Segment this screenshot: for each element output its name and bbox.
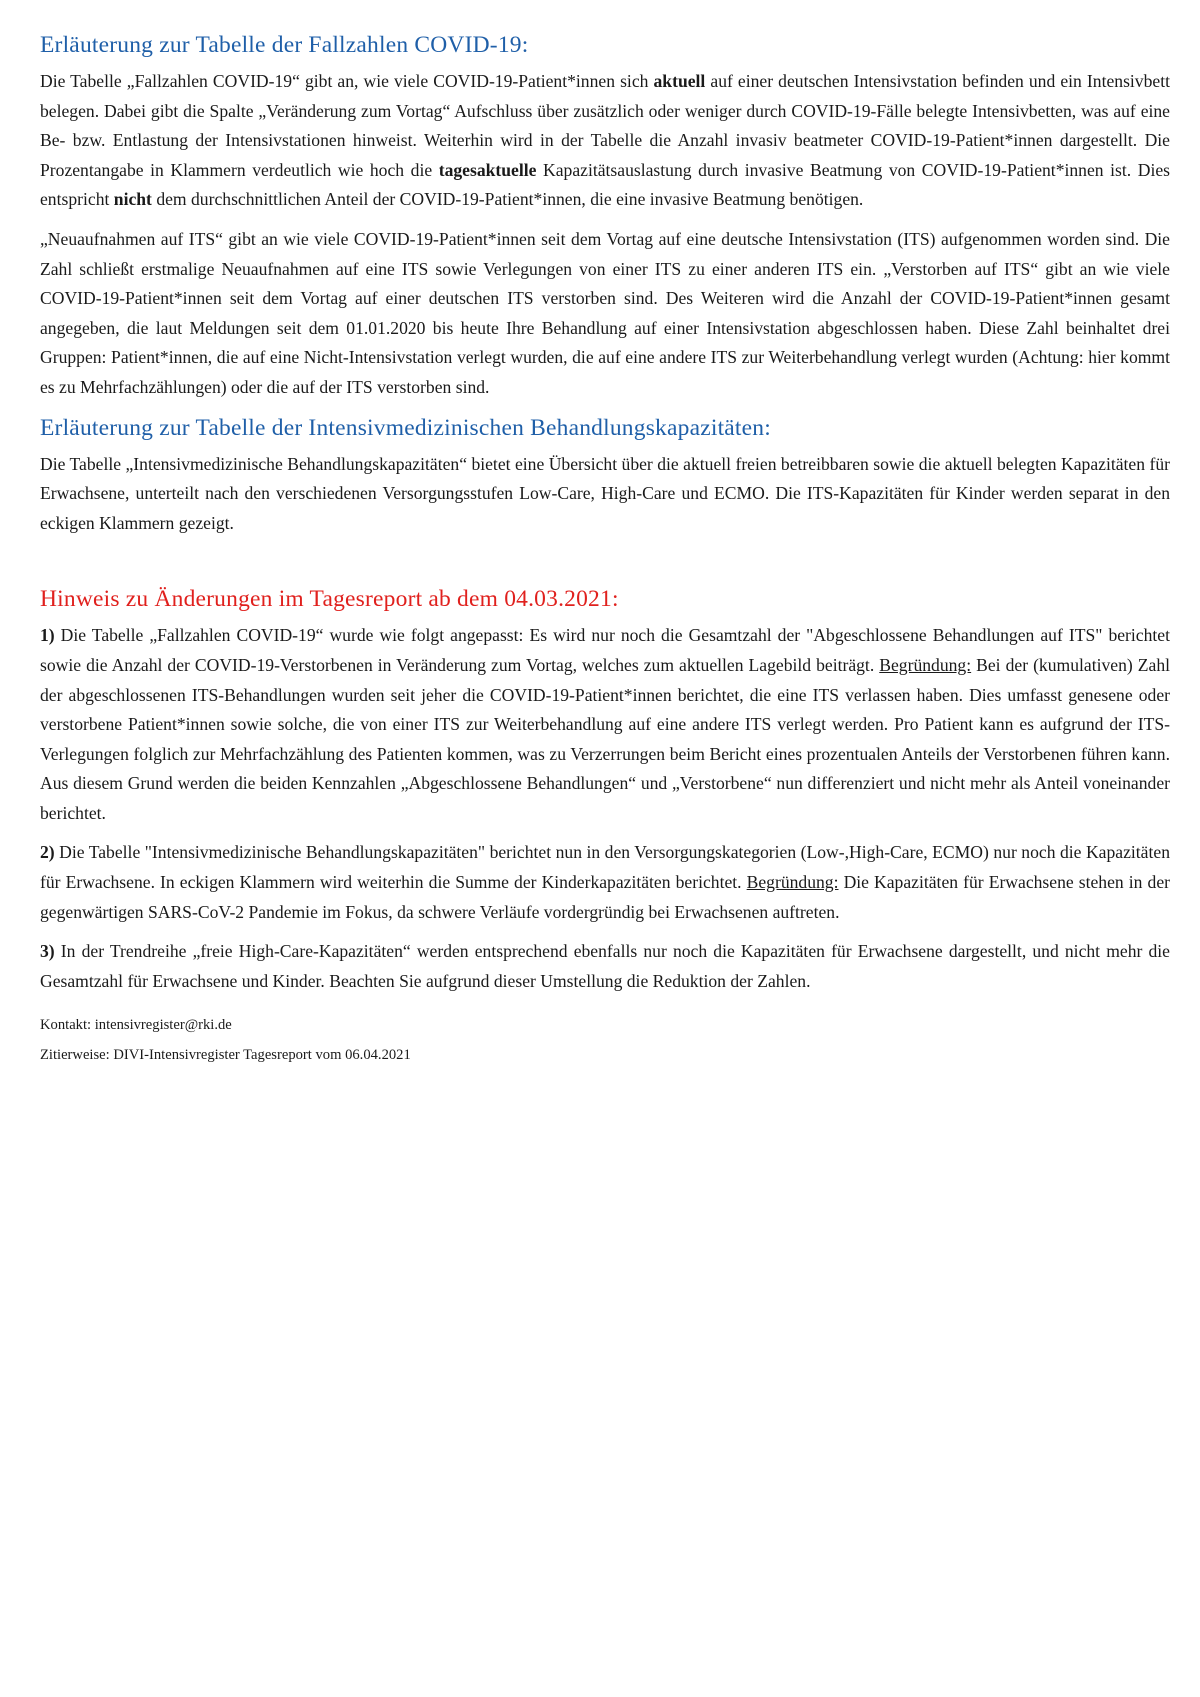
section-hinweis-aenderungen [40, 584, 1170, 996]
text-run: auf einer deutschen Intensivstation befinden und ein Intensivbett belegen. Dabei gibt die Spalte „Veränderung zum Vortag“ Aufschluss über zusätzlich oder weniger durch COVID-19-Fälle belegte Intensivbetten, was auf eine Be- bzw. Entlastung der Intensivstationen hinweist. Weiterhin wird in der Tabelle die Anzahl invasiv beatmeter COVID-19-Patient*innen dargestellt. Die Prozentangabe in Klammern verdeutlich wie hoch die [40, 71, 1170, 180]
text-run: Die Tabelle „Fallzahlen COVID-19“ gibt an, wie viele COVID-19-Patient*innen sich [40, 71, 654, 91]
reason-label: Begründung: [879, 654, 972, 675]
list-item-change-3 [40, 937, 1170, 996]
text-run: Die Tabelle "Intensivmedizinische Behandlungskapazitäten" berichtet nun in den Versorgungskategorien (Low-,High-Care, ECMO) nur noch die Kapazitäten für Erwachsene. In eckigen Klammern wird weiterhin die Summe der Kinderkapazitäten berichtet. [40, 842, 1170, 893]
item-number: 1) [40, 625, 55, 646]
reason-label: Begründung: [746, 872, 839, 893]
paragraph-fallzahlen-intro [40, 67, 1170, 215]
section-heading-fallzahlen: Erläuterung zur Tabelle der Fallzahlen COVID-19: [40, 32, 529, 58]
text-run: Die Kapazitäten für Erwachsene stehen in der gegenwärtigen SARS-CoV-2 Pandemie im Fokus, da schwere Verläufe vordergründig bei Erwachsenen auftreten. [40, 872, 1170, 922]
paragraph-neuaufnahmen: „Neuaufnahmen auf ITS“ gibt an wie viele COVID-19-Patient*innen seit dem Vortag auf eine deutsche Intensivstation (ITS) aufgenommen worden sind. Die Zahl schließt erstmalige Neuaufnahmen auf eine ITS sowie Verlegungen von einer ITS zu einer anderen ITS ein. „Verstorben auf ITS“ gibt an wie viele COVID-19-Patient*innen seit dem Vortag auf einer deutschen ITS verstorben sind. Des Weiteren wird die Anzahl der COVID-19-Patient*innen gesamt angegeben, die laut Meldungen seit dem 01.01.2020 bis heute Ihre Behandlung auf einer Intensivstation abgeschlossen haben. Diese Zahl beinhaltet drei Gruppen: Patient*innen, die auf eine Nicht-Intensivstation verlegt wurden, die auf eine andere ITS zur Weiterbehandlung verlegt wurden (Achtung: hier kommt es zu Mehrfachzählungen) oder die auf der ITS verstorben sind. [40, 228, 1170, 397]
bold-text-aktuell: aktuell [653, 71, 706, 91]
item-number: 3) [40, 941, 55, 962]
document-page [40, 30, 1170, 1070]
bold-text-tagesaktuelle: tagesaktuelle [438, 159, 537, 180]
item-number: 2) [40, 842, 55, 863]
paragraph-kapazitaeten: Die Tabelle „Intensivmedizinische Behandlungskapazitäten“ bietet eine Übersicht über die aktuell freien betreibbaren sowie die aktuell belegten Kapazitäten für Erwachsene, unterteilt nach den verschiedenen Versorgungsstufen Low-Care, High-Care und ECMO. Die ITS-Kapazitäten für Kinder werden separat in den eckigen Klammern gezeigt. [40, 453, 1170, 533]
section-behandlungskapazitaeten [40, 413, 1170, 539]
text-run: In der Trendreihe „freie High-Care-Kapazitäten“ werden entsprechend ebenfalls nur noch die Kapazitäten für Erwachsene dargestellt, und nicht mehr die Gesamtzahl für Erwachsene und Kinder. Beachten Sie aufgrund dieser Umstellung die Reduktion der Zahlen. [40, 941, 1170, 991]
list-item-change-2 [40, 838, 1170, 927]
list-item-change-1 [40, 621, 1170, 828]
text-run: Kapazitätsauslastung durch invasive Beatmung von COVID-19-Patient*innen ist. Dies entspricht [40, 159, 1170, 210]
section-fallzahlen [40, 30, 1170, 403]
citation-line: Zitierweise: DIVI-Intensivregister Tagesreport vom 06.04.2021 [40, 1047, 411, 1064]
contact-line: Kontakt: intensivregister@rki.de [40, 1017, 232, 1034]
section-heading-hinweis: Hinweis zu Änderungen im Tagesreport ab dem 04.03.2021: [40, 586, 619, 613]
bold-text-nicht: nicht [113, 189, 152, 210]
text-run: dem durchschnittlichen Anteil der COVID-19-Patient*innen, die eine invasive Beatmung benötigen. [151, 189, 864, 210]
text-run: Die Tabelle „Fallzahlen COVID-19“ wurde wie folgt angepasst: Es wird nur noch die Gesamtzahl der "Abgeschlossene Behandlungen auf ITS" berichtet sowie die Anzahl der COVID-19-Verstorbenen in Veränderung zum Vortag, welches zum aktuellen Lagebild beiträgt. [40, 625, 1170, 675]
text-run: Bei der (kumulativen) Zahl der abgeschlossenen ITS-Behandlungen wurden seit jeher die COVID-19-Patient*innen berichtet, die eine ITS verlassen haben. Dies umfasst genesene oder verstorbene Patient*innen sowie solche, die von einer ITS zur Weiterbehandlung auf eine andere ITS verlegt werden. Pro Patient kann es aufgrund der ITS-Verlegungen folglich zur Mehrfachzählung des Patienten kommen, was zu Verzerrungen beim Bericht eines prozentualen Anteils der Verstorbenen führen kann. Aus diesem Grund werden die beiden Kennzahlen „Abgeschlossene Behandlungen“ und „Verstorbene“ nun differenziert und nicht mehr als Anteil voneinander berichtet. [40, 654, 1171, 823]
section-heading-kapazitaeten: Erläuterung zur Tabelle der Intensivmedizinischen Behandlungskapazitäten: [40, 414, 771, 441]
